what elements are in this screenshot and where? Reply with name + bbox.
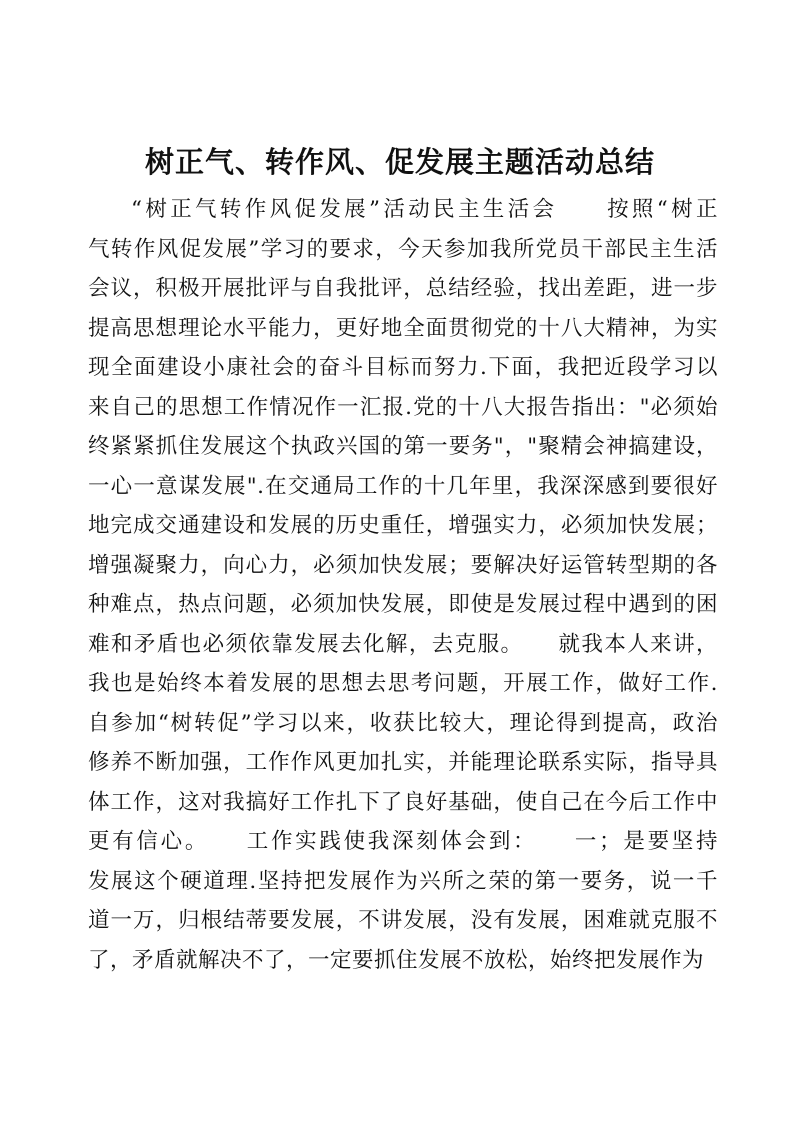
paragraph-line: 更有信心。 工作实践使我深刻体会到： 一；是要坚持	[88, 829, 718, 854]
paragraph-line: 现全面建设小康社会的奋斗目标而努力.下面，我把近段学习以	[88, 355, 718, 380]
paragraph-line: 了，矛盾就解决不了，一定要抓住发展不放松，始终把发展作为	[88, 947, 705, 973]
paragraph-line: 种难点，热点问题，必须加快发展，即使是发展过程中遇到的困	[88, 592, 718, 617]
paragraph-line: 修养不断加强，工作作风更加扎实，并能理论联系实际，指导具	[88, 750, 718, 775]
paragraph-line: 难和矛盾也必须依靠发展去化解，去克服。 就我本人来讲，	[88, 631, 718, 657]
document-body	[88, 190, 718, 980]
paragraph-line: 自参加“树转促”学习以来，收获比较大，理论得到提高，政治	[88, 710, 718, 736]
paragraph-line: 会议，积极开展批评与自我批评，总结经验，找出差距，进一步	[88, 276, 718, 301]
paragraph-line: 增强凝聚力，向心力，必须加快发展；要解决好运管转型期的各	[88, 552, 718, 578]
paragraph-line: 终紧紧抓住发展这个执政兴国的第一要务"，"聚精会神搞建设，	[88, 434, 718, 459]
paragraph-line: 体工作，这对我搞好工作扎下了良好基础，使自己在今后工作中	[88, 789, 718, 815]
paragraph-line: 我也是始终本着发展的思想去思考问题，开展工作，做好工作.	[88, 671, 718, 696]
paragraph-line: 一心一意谋发展".在交通局工作的十几年里，我深深感到要很好	[88, 473, 718, 499]
paragraph-line: “树正气转作风促发展”活动民主生活会 按照“树正	[131, 197, 718, 222]
paragraph-line: 来自己的思想工作情况作一汇报.党的十八大报告指出："必须始	[88, 394, 718, 420]
paragraph-line: 提高思想理论水平能力，更好地全面贯彻党的十八大精神，为实	[88, 315, 718, 341]
paragraph-line: 地完成交通建设和发展的历史重任，增强实力，必须加快发展；	[88, 513, 718, 538]
paragraph-line: 发展这个硬道理.坚持把发展作为兴所之荣的第一要务，说一千	[88, 868, 718, 894]
document-title: 树正气、转作风、促发展主题活动总结	[144, 145, 655, 179]
paragraph-line: 气转作风促发展”学习的要求，今天参加我所党员干部民主生活	[88, 236, 718, 262]
paragraph-line: 道一万，归根结蒂要发展，不讲发展，没有发展，困难就克服不	[88, 908, 718, 933]
